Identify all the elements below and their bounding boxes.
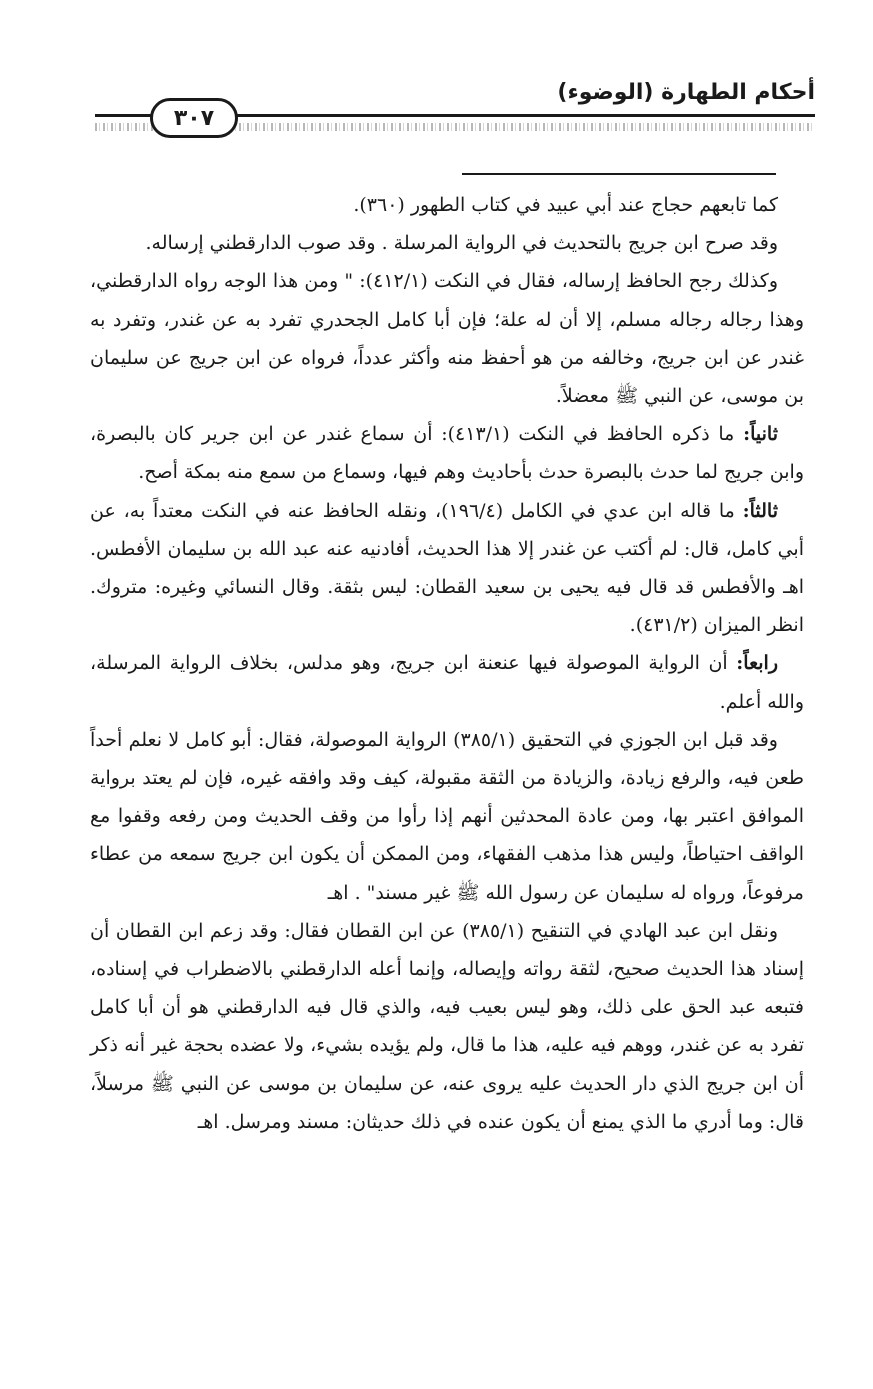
paragraph xyxy=(90,224,804,262)
paragraph xyxy=(90,721,804,912)
paragraph-text: كما تابعهم حجاج عند أبي عبيد في كتاب الطهور (٣٦٠). xyxy=(353,194,778,216)
paragraph-lead: رابعاً: xyxy=(736,652,778,675)
paragraph xyxy=(90,415,804,491)
page-number-badge xyxy=(150,98,238,138)
paragraph-text: وكذلك رجح الحافظ إرساله، فقال في النكت (٤١٢/١): " ومن هذا الوجه رواه الدارقطني، وهذا رجاله رجاله مسلم، إلا أن له علة؛ فإن أبا كامل الجحدري تفرد به عن غندر، وتفرد به غندر عن ابن جريج، وخالفه من هو أحفظ منه وأكثر عدداً، فرواه عن ابن جريج عن سليمان بن موسى، عن النبي ﷺ معضلاً. xyxy=(90,270,804,408)
page-header xyxy=(0,0,873,140)
paragraph-text: وقد قبل ابن الجوزي في التحقيق (٣٨٥/١) الرواية الموصولة، فقال: أبو كامل لا نعلم أحداً طعن فيه، والرفع زيادة، والزيادة من الثقة مقبولة، كيف وقد وافقه غيره، فإن لم يعتد برواية الموافق اعتبر بها، ومن عادة المحدثين أنهم إذا رأوا من وقف الحديث ومن رفعه وقفوا مع الواقف احتياطاً، وليس هذا مذهب الفقهاء، ومن الممكن أن يكون ابن جريج سمعه من عطاء مرفوعاً، ورواه له سليمان عن رسول الله ﷺ غير مسند" . اهـ xyxy=(90,728,804,904)
paragraph-text: ما ذكره الحافظ في النكت (٤١٣/١): أن سماع غندر عن ابن جرير كان بالبصرة، وابن جريج لما حدث بالبصرة حدث بأحاديث وهم فيها، وسماع من سمع منه بمكة أصح. xyxy=(90,423,804,484)
paragraph-text: ونقل ابن عبد الهادي في التنقيح (٣٨٥/١) عن ابن القطان فقال: وقد زعم ابن القطان أن إسناد هذا الحديث صحيح، لثقة رواته وإيصاله، وإنما أعله الدارقطني بالاضطراب في إسناده، فتبعه عبد الحق على ذلك، وهو ليس بعيب فيه، والذي قال فيه الدارقطني هو أن أبا كامل تفرد به عن غندر، ووهم فيه عليه، هذا ما قال، ولم يؤيده بشيء، ولا عضده بحجة غير أنه ذكر أن ابن جريج الذي دار الحديث عليه يروى عنه، عن سليمان بن موسى عن النبي ﷺ مرسلاً، قال: وما أدري ما الذي يمنع أن يكون عنده في ذلك حديثان: مسند ومرسل. اهـ xyxy=(90,919,804,1133)
top-separator-rule xyxy=(462,173,776,175)
paragraph xyxy=(90,262,804,415)
book-title: أحكام الطهارة (الوضوء) xyxy=(557,80,815,105)
paragraph-text: ما قاله ابن عدي في الكامل (١٩٦/٤)، ونقله الحافظ عنه في النكت معتداً به، عن أبي كامل، قال: لم أكتب عن غندر إلا هذا الحديث، أفادنيه عنه عبد الله بن سليمان الأفطس. اهـ والأفطس قد قال فيه يحيى بن سعيد القطان: ليس بثقة. وقال النسائي وغيره: متروك. انظر الميزان (٤٣١/٢). xyxy=(90,499,804,637)
paragraph xyxy=(90,912,804,1141)
paragraph xyxy=(90,186,804,224)
paragraph-lead: ثانياً: xyxy=(743,423,778,446)
paragraph xyxy=(90,644,804,720)
main-text xyxy=(90,186,804,1141)
paragraph xyxy=(90,492,804,645)
paragraph-text: وقد صرح ابن جريج بالتحديث في الرواية المرسلة . وقد صوب الدارقطني إرساله. xyxy=(145,232,778,255)
paragraph-lead: ثالثاً: xyxy=(742,499,778,522)
paragraph-text: أن الرواية الموصولة فيها عنعنة ابن جريج، وهو مدلس، بخلاف الرواية المرسلة، والله أعلم. xyxy=(90,652,804,713)
page-number: ٣٠٧ xyxy=(173,105,215,131)
